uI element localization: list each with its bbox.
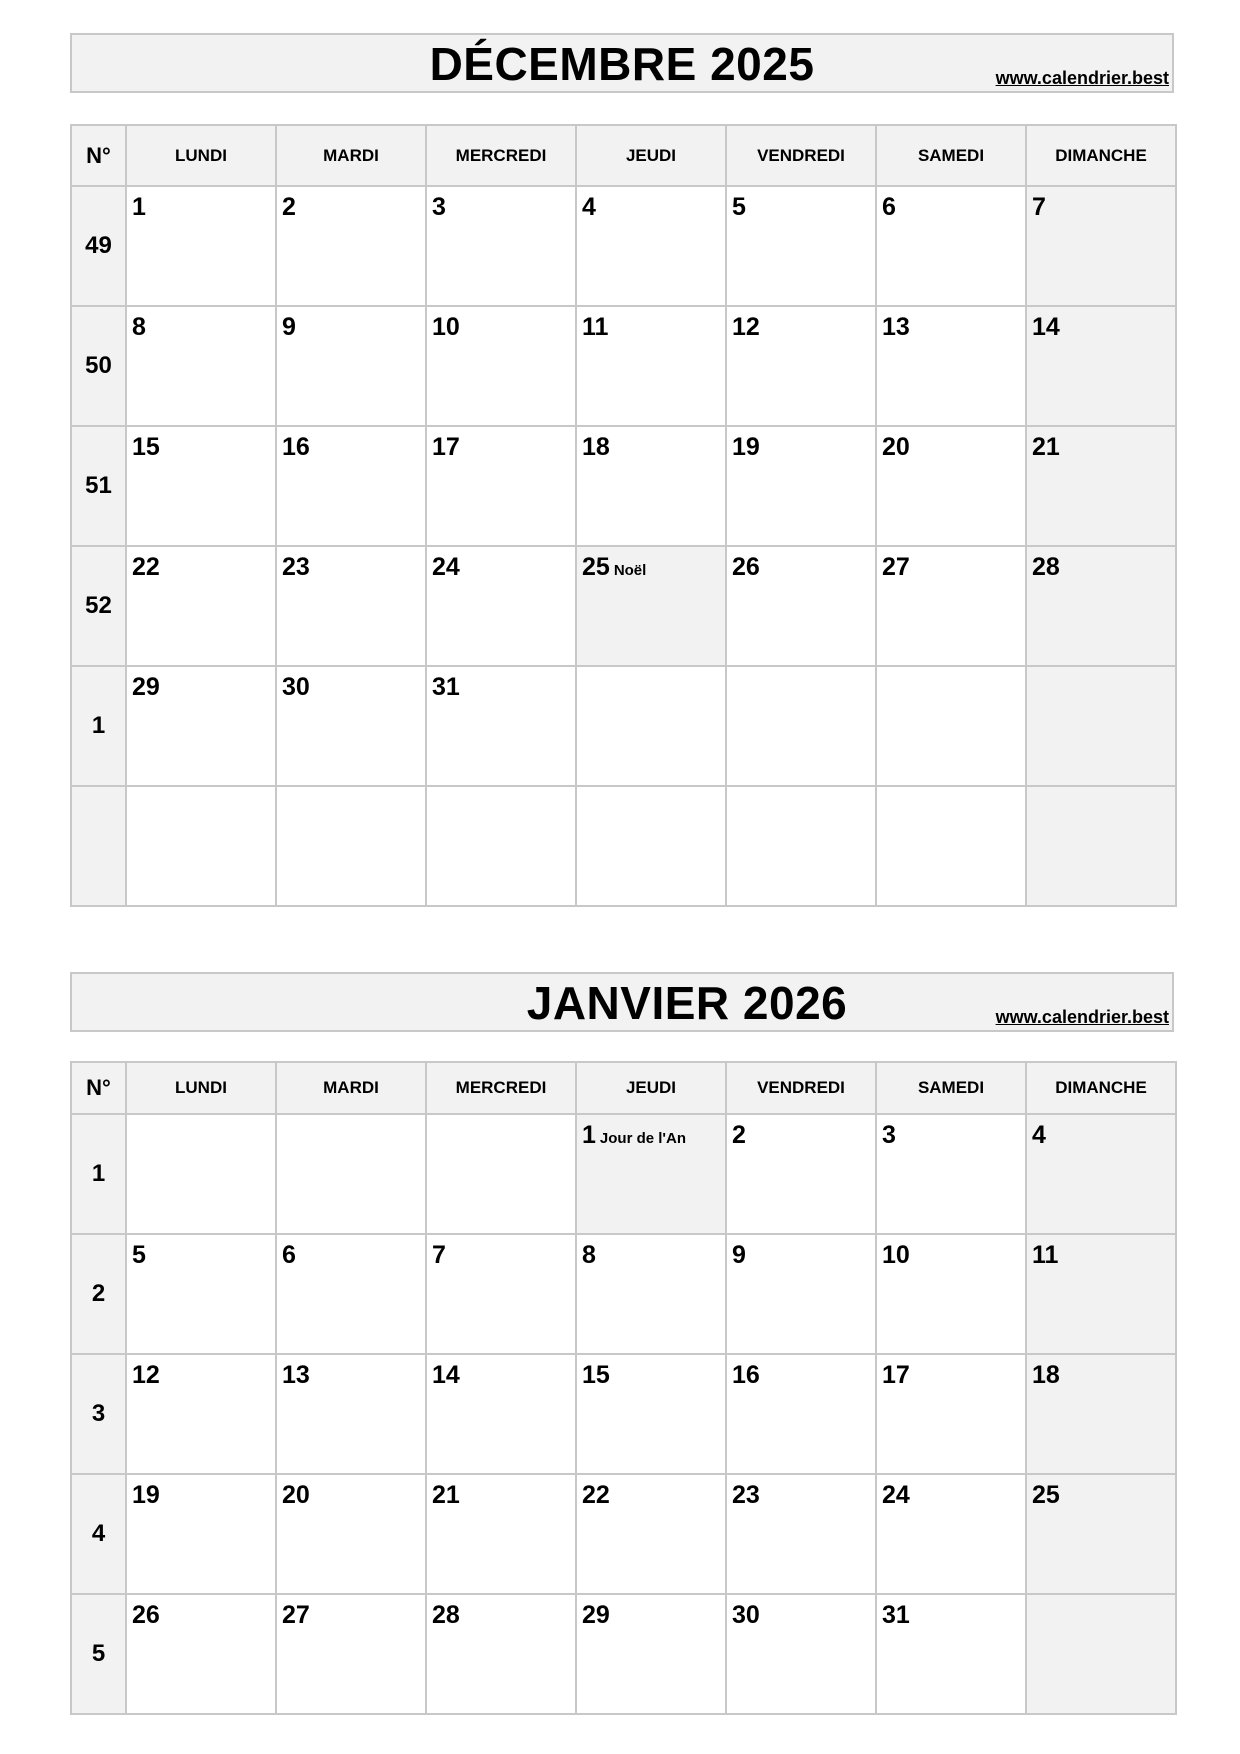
day-cell bbox=[1026, 1474, 1176, 1594]
day-cell bbox=[126, 1354, 276, 1474]
day-number: 24 bbox=[882, 1481, 910, 1509]
weekday-header: MARDI bbox=[276, 125, 426, 186]
day-cell bbox=[426, 186, 576, 306]
site-link[interactable]: www.calendrier.best bbox=[995, 68, 1169, 88]
day-number: 16 bbox=[282, 433, 310, 461]
week-row bbox=[71, 1594, 1176, 1714]
day-number: 11 bbox=[1032, 1241, 1059, 1269]
day-number: 1 bbox=[132, 193, 146, 221]
day-number: 5 bbox=[732, 193, 746, 221]
day-cell bbox=[876, 186, 1026, 306]
week-row bbox=[71, 666, 1176, 786]
week-number-header: N° bbox=[71, 125, 126, 186]
day-number: 15 bbox=[132, 433, 160, 461]
day-number: 30 bbox=[732, 1601, 760, 1629]
day-number: 26 bbox=[132, 1601, 160, 1629]
week-row bbox=[71, 306, 1176, 426]
week-row bbox=[71, 1114, 1176, 1234]
week-row bbox=[71, 546, 1176, 666]
day-cell bbox=[276, 186, 426, 306]
week-number: 52 bbox=[71, 546, 126, 666]
week-number: 51 bbox=[71, 426, 126, 546]
calendar-grid bbox=[70, 124, 1177, 907]
month-block-december bbox=[70, 33, 1174, 907]
day-number: 14 bbox=[432, 1361, 460, 1389]
day-cell bbox=[126, 1114, 276, 1234]
month-title-bar bbox=[70, 972, 1174, 1032]
day-number: 28 bbox=[432, 1601, 460, 1629]
week-row bbox=[71, 1474, 1176, 1594]
day-cell bbox=[876, 306, 1026, 426]
day-cell bbox=[276, 786, 426, 906]
day-number: 29 bbox=[132, 673, 160, 701]
week-row bbox=[71, 1354, 1176, 1474]
day-cell bbox=[1026, 786, 1176, 906]
weekday-header: DIMANCHE bbox=[1026, 1062, 1176, 1114]
day-cell bbox=[426, 546, 576, 666]
day-number: 20 bbox=[282, 1481, 310, 1509]
day-number: 10 bbox=[882, 1241, 910, 1269]
month-block-january bbox=[70, 972, 1174, 1715]
day-number: 17 bbox=[882, 1361, 910, 1389]
day-number: 27 bbox=[282, 1601, 310, 1629]
day-number: 3 bbox=[882, 1121, 896, 1149]
day-cell bbox=[876, 426, 1026, 546]
week-number: 5 bbox=[71, 1594, 126, 1714]
day-cell bbox=[276, 1114, 426, 1234]
week-row bbox=[71, 786, 1176, 906]
day-number: 4 bbox=[1032, 1121, 1046, 1149]
day-number: 13 bbox=[282, 1361, 310, 1389]
day-number: 23 bbox=[732, 1481, 760, 1509]
day-number: 7 bbox=[1032, 193, 1046, 221]
day-number: 29 bbox=[582, 1601, 610, 1629]
day-cell bbox=[126, 186, 276, 306]
weekday-header: SAMEDI bbox=[876, 1062, 1026, 1114]
day-number: 31 bbox=[432, 673, 460, 701]
day-number: 23 bbox=[282, 553, 310, 581]
day-cell bbox=[276, 306, 426, 426]
week-number: 2 bbox=[71, 1234, 126, 1354]
day-number: 19 bbox=[132, 1481, 160, 1509]
day-number: 1 bbox=[582, 1121, 596, 1149]
week-number-header: N° bbox=[71, 1062, 126, 1114]
day-number: 2 bbox=[282, 193, 296, 221]
month-title: DÉCEMBRE 2025 bbox=[429, 38, 815, 90]
day-cell bbox=[576, 1354, 726, 1474]
day-cell bbox=[276, 546, 426, 666]
holiday-label: Noël bbox=[613, 562, 647, 579]
day-cell bbox=[426, 1354, 576, 1474]
day-cell bbox=[876, 1234, 1026, 1354]
day-number: 12 bbox=[132, 1361, 160, 1389]
day-cell bbox=[876, 1354, 1026, 1474]
day-number: 3 bbox=[432, 193, 446, 221]
day-cell bbox=[576, 306, 726, 426]
day-number: 25 bbox=[1032, 1481, 1060, 1509]
day-number: 17 bbox=[432, 433, 460, 461]
day-cell bbox=[426, 1234, 576, 1354]
month-title: JANVIER 2026 bbox=[526, 977, 848, 1029]
day-cell bbox=[276, 1594, 426, 1714]
week-row bbox=[71, 1234, 1176, 1354]
week-row bbox=[71, 186, 1176, 306]
calendar-grid bbox=[70, 1061, 1177, 1715]
day-cell bbox=[426, 1594, 576, 1714]
day-cell bbox=[576, 1474, 726, 1594]
weekday-header: VENDREDI bbox=[726, 1062, 876, 1114]
day-cell bbox=[276, 1234, 426, 1354]
day-cell bbox=[276, 1474, 426, 1594]
day-number: 14 bbox=[1032, 313, 1060, 341]
day-number: 5 bbox=[132, 1241, 146, 1269]
day-number: 9 bbox=[282, 313, 296, 341]
day-number: 2 bbox=[732, 1121, 746, 1149]
day-number: 6 bbox=[882, 193, 896, 221]
week-number: 1 bbox=[71, 666, 126, 786]
day-cell bbox=[576, 1114, 726, 1234]
day-number: 31 bbox=[882, 1601, 910, 1629]
day-cell bbox=[726, 306, 876, 426]
day-number: 22 bbox=[582, 1481, 610, 1509]
day-cell bbox=[1026, 186, 1176, 306]
weekday-header-row bbox=[71, 125, 1176, 186]
day-number: 19 bbox=[732, 433, 760, 461]
day-number: 20 bbox=[882, 433, 910, 461]
site-link[interactable]: www.calendrier.best bbox=[995, 1007, 1169, 1027]
week-row bbox=[71, 426, 1176, 546]
day-cell bbox=[1026, 1114, 1176, 1234]
day-cell bbox=[276, 426, 426, 546]
day-number: 21 bbox=[432, 1481, 460, 1509]
weekday-header: MERCREDI bbox=[426, 125, 576, 186]
day-cell bbox=[126, 546, 276, 666]
day-number: 8 bbox=[582, 1241, 596, 1269]
weekday-header: LUNDI bbox=[126, 1062, 276, 1114]
day-cell bbox=[1026, 1234, 1176, 1354]
day-cell bbox=[126, 786, 276, 906]
day-number: 27 bbox=[882, 553, 910, 581]
day-cell bbox=[576, 1234, 726, 1354]
day-cell bbox=[726, 1474, 876, 1594]
day-cell bbox=[1026, 546, 1176, 666]
day-number: 28 bbox=[1032, 553, 1060, 581]
day-cell bbox=[1026, 1354, 1176, 1474]
day-number: 21 bbox=[1032, 433, 1060, 461]
day-number: 16 bbox=[732, 1361, 760, 1389]
day-cell bbox=[576, 666, 726, 786]
weekday-header-row bbox=[71, 1062, 1176, 1114]
day-number: 7 bbox=[432, 1241, 446, 1269]
weekday-header: JEUDI bbox=[576, 1062, 726, 1114]
day-cell bbox=[276, 1354, 426, 1474]
week-number: 1 bbox=[71, 1114, 126, 1234]
month-title-bar bbox=[70, 33, 1174, 93]
day-number: 18 bbox=[1032, 1361, 1060, 1389]
week-number: 4 bbox=[71, 1474, 126, 1594]
week-number: 49 bbox=[71, 186, 126, 306]
day-cell bbox=[576, 1594, 726, 1714]
day-cell bbox=[576, 426, 726, 546]
day-cell bbox=[726, 1354, 876, 1474]
day-cell bbox=[876, 786, 1026, 906]
day-number: 6 bbox=[282, 1241, 296, 1269]
day-cell bbox=[726, 546, 876, 666]
day-number: 12 bbox=[732, 313, 760, 341]
day-cell bbox=[1026, 1594, 1176, 1714]
day-number: 22 bbox=[132, 553, 160, 581]
day-cell bbox=[726, 786, 876, 906]
day-number: 9 bbox=[732, 1241, 746, 1269]
day-cell bbox=[876, 1594, 1026, 1714]
weekday-header: DIMANCHE bbox=[1026, 125, 1176, 186]
day-cell bbox=[426, 786, 576, 906]
day-cell bbox=[726, 666, 876, 786]
day-cell bbox=[726, 1594, 876, 1714]
day-number: 15 bbox=[582, 1361, 610, 1389]
week-number bbox=[71, 786, 126, 906]
day-cell bbox=[726, 1114, 876, 1234]
week-number: 3 bbox=[71, 1354, 126, 1474]
day-number: 8 bbox=[132, 313, 146, 341]
day-number: 24 bbox=[432, 553, 460, 581]
holiday-label: Jour de l'An bbox=[599, 1130, 686, 1147]
day-number: 26 bbox=[732, 553, 760, 581]
day-cell bbox=[576, 186, 726, 306]
day-cell bbox=[1026, 306, 1176, 426]
day-cell bbox=[726, 1234, 876, 1354]
weekday-header: VENDREDI bbox=[726, 125, 876, 186]
day-cell bbox=[876, 546, 1026, 666]
day-number: 18 bbox=[582, 433, 610, 461]
day-cell bbox=[576, 786, 726, 906]
day-cell bbox=[876, 666, 1026, 786]
weekday-header: LUNDI bbox=[126, 125, 276, 186]
weekday-header: JEUDI bbox=[576, 125, 726, 186]
day-cell bbox=[1026, 666, 1176, 786]
day-cell bbox=[426, 306, 576, 426]
day-cell bbox=[126, 666, 276, 786]
day-cell bbox=[876, 1114, 1026, 1234]
day-number: 13 bbox=[882, 313, 910, 341]
day-cell bbox=[426, 1114, 576, 1234]
day-cell bbox=[126, 1594, 276, 1714]
weekday-header: MARDI bbox=[276, 1062, 426, 1114]
day-number: 4 bbox=[582, 193, 596, 221]
day-cell bbox=[426, 426, 576, 546]
day-cell bbox=[126, 426, 276, 546]
weekday-header: SAMEDI bbox=[876, 125, 1026, 186]
day-number: 25 bbox=[582, 553, 610, 581]
day-cell bbox=[576, 546, 726, 666]
day-cell bbox=[126, 1234, 276, 1354]
day-cell bbox=[126, 1474, 276, 1594]
day-cell bbox=[726, 186, 876, 306]
week-number: 50 bbox=[71, 306, 126, 426]
day-cell bbox=[726, 426, 876, 546]
day-number: 11 bbox=[582, 313, 609, 341]
day-cell bbox=[876, 1474, 1026, 1594]
weekday-header: MERCREDI bbox=[426, 1062, 576, 1114]
day-cell bbox=[276, 666, 426, 786]
day-number: 10 bbox=[432, 313, 460, 341]
day-cell bbox=[426, 666, 576, 786]
day-cell bbox=[426, 1474, 576, 1594]
day-cell bbox=[126, 306, 276, 426]
day-cell bbox=[1026, 426, 1176, 546]
day-number: 30 bbox=[282, 673, 310, 701]
